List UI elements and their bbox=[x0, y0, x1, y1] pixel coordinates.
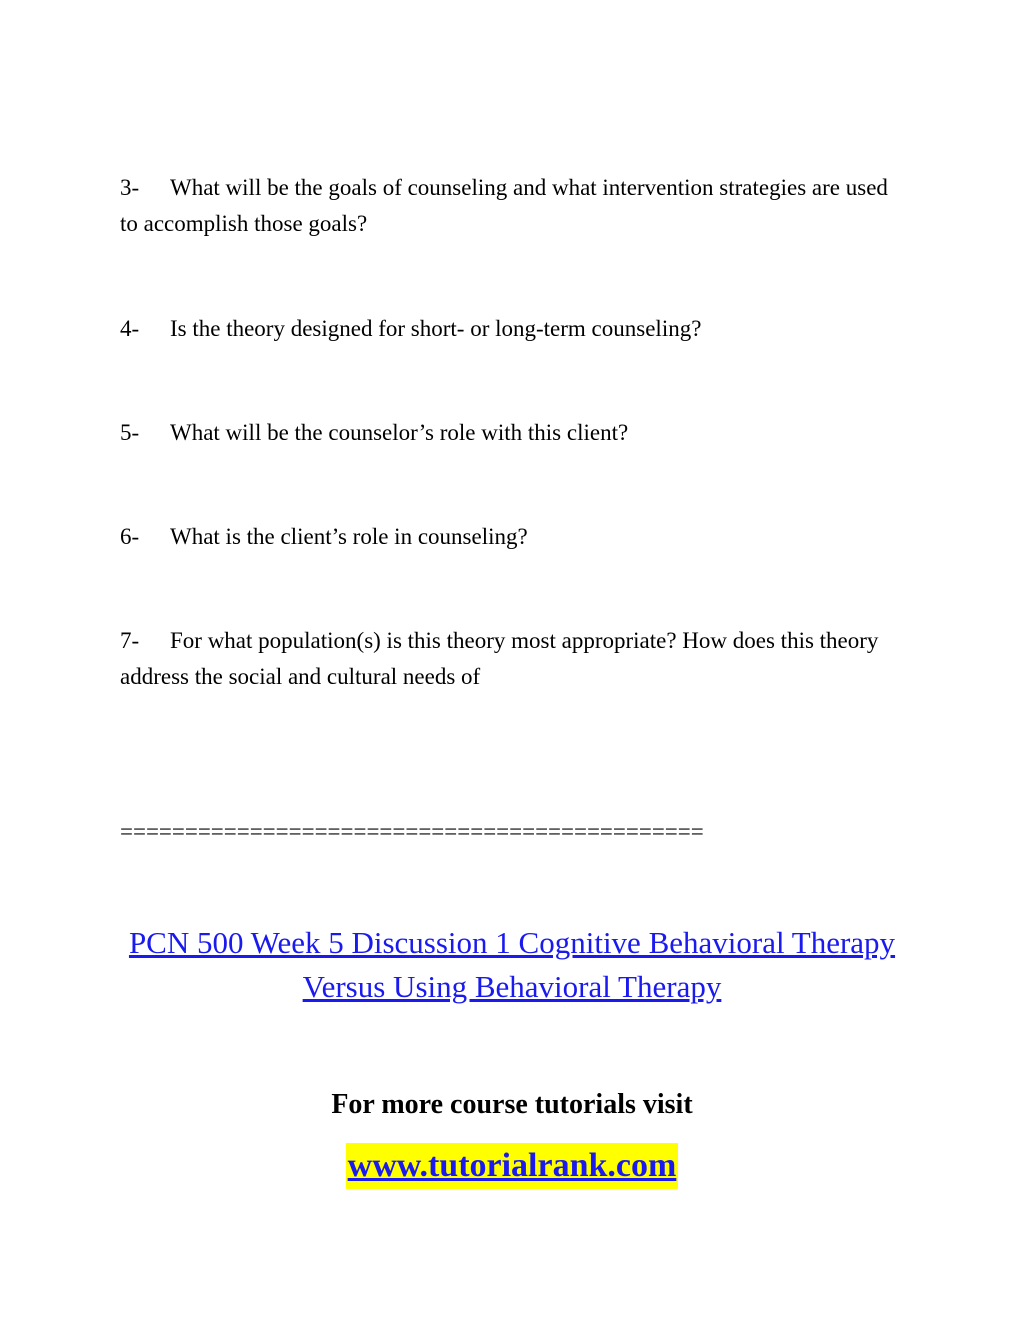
question-number: 5- bbox=[120, 420, 140, 445]
question-text: Is the theory designed for short- or long-term counseling? bbox=[170, 316, 702, 341]
question-text: What is the client’s role in counseling? bbox=[170, 524, 528, 549]
question-number: 3- bbox=[120, 175, 140, 200]
question-3 bbox=[120, 170, 890, 242]
question-number: 7- bbox=[120, 628, 140, 653]
question-text: For what population(s) is this theory most appropriate? How does this theory address the social and cultural needs of bbox=[120, 628, 879, 689]
visit-label: For more course tutorials visit bbox=[331, 1089, 693, 1120]
question-7 bbox=[120, 623, 890, 695]
question-number: 4- bbox=[120, 316, 140, 341]
question-6 bbox=[120, 519, 890, 555]
question-text: What will be the counselor’s role with this client? bbox=[170, 420, 629, 445]
question-4 bbox=[120, 311, 890, 347]
separator-line: ============================================= bbox=[120, 819, 704, 844]
question-5 bbox=[120, 415, 890, 451]
site-link[interactable]: www.tutorialrank.com bbox=[346, 1143, 679, 1189]
course-link[interactable]: PCN 500 Week 5 Discussion 1 Cognitive Behavioral Therapy Versus Using Behavioral Therapy bbox=[128, 925, 896, 1004]
site-link-container bbox=[0, 1143, 1024, 1189]
question-number: 6- bbox=[120, 524, 140, 549]
question-text: What will be the goals of counseling and what intervention strategies are used to accomplish those goals? bbox=[120, 175, 888, 236]
